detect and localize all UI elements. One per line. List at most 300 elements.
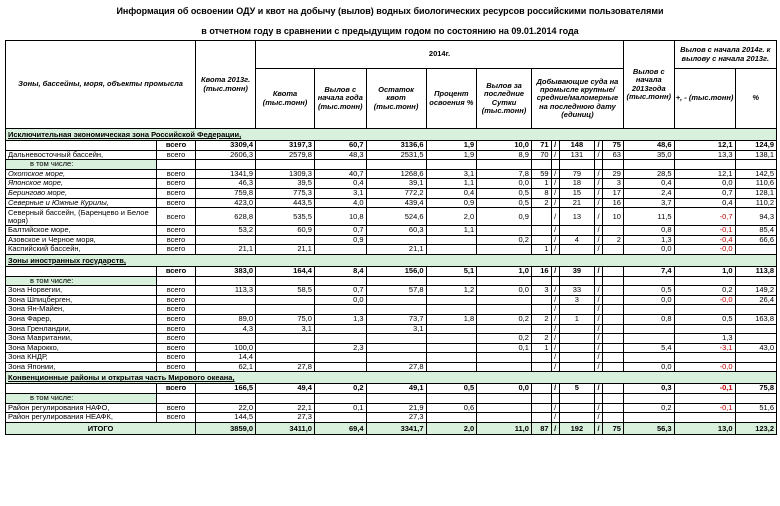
- row-subtotal-label: всего: [156, 403, 195, 413]
- vessels-medium-cell: [559, 343, 594, 353]
- slash-separator: /: [594, 413, 602, 423]
- row-subtotal-label: всего: [156, 179, 195, 189]
- total-v2-cell: 192: [559, 422, 594, 434]
- total-d-cell: 13,0: [674, 422, 735, 434]
- catch-2013-cell: 5,4: [623, 343, 674, 353]
- row-subtotal-label: всего: [156, 324, 195, 334]
- diff-cell: [674, 394, 735, 404]
- last-day-cell: [477, 353, 532, 363]
- row-name: [6, 266, 157, 276]
- catch-2013-cell: 0,8: [623, 226, 674, 236]
- remaining-cell: [366, 276, 426, 286]
- catch-2013-cell: 0,3: [623, 384, 674, 394]
- table-row: [6, 324, 777, 334]
- pct-cell: [735, 413, 776, 423]
- quota-cell: [256, 353, 315, 363]
- quota-2013-cell: [196, 295, 256, 305]
- pct-cell: 51,6: [735, 403, 776, 413]
- last-day-cell: 0,0: [477, 179, 532, 189]
- percent-cell: 1,9: [426, 150, 477, 160]
- table-row: [6, 245, 777, 255]
- table-row: [6, 394, 777, 404]
- catch-cell: [314, 362, 366, 372]
- slash-separator: /: [551, 266, 559, 276]
- row-subtotal-label: всего: [156, 305, 195, 315]
- percent-cell: [426, 413, 477, 423]
- catch-cell: 0,7: [314, 286, 366, 296]
- diff-cell: [674, 324, 735, 334]
- vessels-large-cell: [531, 403, 551, 413]
- row-subtotal-label: [156, 276, 195, 286]
- diff-cell: [674, 413, 735, 423]
- table-row: [6, 343, 777, 353]
- slash-separator: /: [594, 150, 602, 160]
- quota-cell: 21,1: [256, 245, 315, 255]
- quota-cell: 443,5: [256, 198, 315, 208]
- total-label: ИТОГО: [6, 422, 196, 434]
- row-subtotal-label: всего: [156, 295, 195, 305]
- last-day-cell: 0,0: [477, 286, 532, 296]
- quota-2013-cell: [196, 235, 256, 245]
- total-v1-cell: 87: [531, 422, 551, 434]
- pct-cell: [735, 334, 776, 344]
- report-title: Информация об освоении ОДУ и квот на добычу (вылов) водных биологических ресурсов российскими пользователями: [116, 6, 664, 16]
- row-subtotal-label: всего: [156, 343, 195, 353]
- remaining-cell: 27,8: [366, 362, 426, 372]
- catch-2013-cell: 0,0: [623, 362, 674, 372]
- quota-cell: [256, 305, 315, 315]
- slash-separator: /: [551, 314, 559, 324]
- pct-cell: [735, 245, 776, 255]
- row-subtotal-label: всего: [156, 226, 195, 236]
- catch-2013-cell: [623, 334, 674, 344]
- slash-separator: /: [594, 245, 602, 255]
- vessels-large-cell: [531, 353, 551, 363]
- vessels-small-cell: [603, 362, 624, 372]
- slash-separator: /: [551, 169, 559, 179]
- percent-cell: 3,1: [426, 169, 477, 179]
- vessels-medium-cell: [559, 276, 594, 286]
- table-row: [6, 413, 777, 423]
- vessels-medium-cell: 13: [559, 208, 594, 226]
- row-subtotal-label: всего: [156, 169, 195, 179]
- slash-separator: /: [594, 188, 602, 198]
- vessels-large-cell: [531, 235, 551, 245]
- quota-cell: 1309,3: [256, 169, 315, 179]
- vessels-medium-cell: [559, 160, 594, 170]
- quota-2013-cell: 383,0: [196, 266, 256, 276]
- last-day-cell: [477, 362, 532, 372]
- last-day-cell: [477, 324, 532, 334]
- remaining-cell: 60,3: [366, 226, 426, 236]
- catch-cell: [314, 324, 366, 334]
- table-row: [6, 226, 777, 236]
- catch-2013-cell: [623, 160, 674, 170]
- remaining-cell: 3,1: [366, 324, 426, 334]
- quota-2013-cell: [196, 276, 256, 286]
- catch-cell: 0,9: [314, 235, 366, 245]
- total-row: [6, 422, 777, 434]
- vessels-small-cell: [603, 160, 624, 170]
- vessels-small-cell: [603, 324, 624, 334]
- vessels-small-cell: [603, 334, 624, 344]
- row-name: Зона Норвегии,: [6, 286, 157, 296]
- slash-separator: /: [551, 334, 559, 344]
- slash-separator: /: [594, 286, 602, 296]
- catch-cell: 0,0: [314, 295, 366, 305]
- row-name: Дальневосточный бассейн,: [6, 150, 157, 160]
- percent-cell: 0,5: [426, 384, 477, 394]
- row-name: Японское море,: [6, 179, 157, 189]
- vessels-medium-cell: [559, 353, 594, 363]
- total-ld-cell: 11,0: [477, 422, 532, 434]
- total-p-cell: 2,0: [426, 422, 477, 434]
- catch-2013-cell: 7,4: [623, 266, 674, 276]
- table-row: [6, 403, 777, 413]
- total-pc-cell: 123,2: [735, 422, 776, 434]
- catch-cell: 40,7: [314, 169, 366, 179]
- pct-cell: 110,6: [735, 179, 776, 189]
- last-day-cell: 8,9: [477, 150, 532, 160]
- vessels-medium-cell: [559, 362, 594, 372]
- percent-cell: 1,1: [426, 226, 477, 236]
- vessels-large-cell: 59: [531, 169, 551, 179]
- catch-cell: [314, 276, 366, 286]
- pct-cell: 43,0: [735, 343, 776, 353]
- pct-cell: 94,3: [735, 208, 776, 226]
- percent-cell: 0,9: [426, 198, 477, 208]
- vessels-small-cell: [603, 343, 624, 353]
- last-day-cell: [477, 295, 532, 305]
- pct-cell: [735, 394, 776, 404]
- quota-2013-cell: 14,4: [196, 353, 256, 363]
- quota-cell: [256, 394, 315, 404]
- slash-separator: [551, 276, 559, 286]
- row-name: Зона Ян-Майен,: [6, 305, 157, 315]
- vessels-small-cell: 3: [603, 179, 624, 189]
- header-diff: +, - (тыс.тонн): [674, 69, 735, 129]
- row-subtotal-label: всего: [156, 245, 195, 255]
- quota-cell: [256, 276, 315, 286]
- vessels-large-cell: 71: [531, 141, 551, 151]
- quota-cell: 164,4: [256, 266, 315, 276]
- last-day-cell: 0,2: [477, 334, 532, 344]
- last-day-cell: 0,1: [477, 343, 532, 353]
- quota-2013-cell: 53,2: [196, 226, 256, 236]
- pct-cell: [735, 362, 776, 372]
- pct-cell: 142,5: [735, 169, 776, 179]
- pct-cell: [735, 160, 776, 170]
- last-day-cell: 10,0: [477, 141, 532, 151]
- percent-cell: 1,8: [426, 314, 477, 324]
- row-subtotal-label: всего: [156, 198, 195, 208]
- quota-2013-cell: 89,0: [196, 314, 256, 324]
- slash-separator: [594, 160, 602, 170]
- catch-cell: 0,4: [314, 179, 366, 189]
- pct-cell: 26,4: [735, 295, 776, 305]
- slash-separator: /: [551, 198, 559, 208]
- remaining-cell: 39,1: [366, 179, 426, 189]
- diff-cell: 13,3: [674, 150, 735, 160]
- row-name: [6, 141, 157, 151]
- remaining-cell: 57,8: [366, 286, 426, 296]
- catch-cell: 0,7: [314, 226, 366, 236]
- total-c-cell: 69,4: [314, 422, 366, 434]
- vessels-small-cell: 17: [603, 188, 624, 198]
- vessels-small-cell: [603, 245, 624, 255]
- diff-cell: [674, 276, 735, 286]
- slash-separator: /: [551, 226, 559, 236]
- total-q13-cell: 3859,0: [196, 422, 256, 434]
- vessels-small-cell: 63: [603, 150, 624, 160]
- slash-separator: /: [551, 208, 559, 226]
- table-row: [6, 179, 777, 189]
- vessels-large-cell: [531, 324, 551, 334]
- percent-cell: [426, 295, 477, 305]
- section-title: Конвенционные районы и открытая часть Мирового океана,: [6, 372, 777, 384]
- remaining-cell: 21,1: [366, 245, 426, 255]
- pct-cell: 85,4: [735, 226, 776, 236]
- slash-separator: /: [594, 384, 602, 394]
- table-row: [6, 362, 777, 372]
- vessels-small-cell: 29: [603, 169, 624, 179]
- row-name: Зона Японии,: [6, 362, 157, 372]
- vessels-large-cell: 2: [531, 334, 551, 344]
- slash-separator: /: [551, 362, 559, 372]
- table-row: [6, 198, 777, 208]
- slash-separator: /: [551, 179, 559, 189]
- remaining-cell: [366, 343, 426, 353]
- vessels-medium-cell: 131: [559, 150, 594, 160]
- diff-cell: -0,0: [674, 362, 735, 372]
- remaining-cell: 73,7: [366, 314, 426, 324]
- diff-cell: -0,1: [674, 384, 735, 394]
- row-subtotal-label: всего: [156, 362, 195, 372]
- catch-2013-cell: 0,4: [623, 179, 674, 189]
- row-subtotal-label: всего: [156, 141, 195, 151]
- row-name: Балтийское море,: [6, 226, 157, 236]
- remaining-cell: 27,3: [366, 413, 426, 423]
- catch-cell: [314, 353, 366, 363]
- pct-cell: [735, 353, 776, 363]
- vessels-small-cell: [603, 413, 624, 423]
- quota-2013-cell: 628,8: [196, 208, 256, 226]
- remaining-cell: [366, 353, 426, 363]
- last-day-cell: [477, 160, 532, 170]
- header-catch-2013: Вылов с начала 2013года (тыс.тонн): [623, 41, 674, 129]
- percent-cell: [426, 394, 477, 404]
- slash-separator: /: [551, 324, 559, 334]
- vessels-large-cell: 70: [531, 150, 551, 160]
- table-row: [6, 169, 777, 179]
- percent-cell: [426, 324, 477, 334]
- vessels-small-cell: 75: [603, 141, 624, 151]
- diff-cell: -0,0: [674, 245, 735, 255]
- vessels-medium-cell: 21: [559, 198, 594, 208]
- row-name: Район регулирования НАФО,: [6, 403, 157, 413]
- row-name: Зона Фарер,: [6, 314, 157, 324]
- quota-cell: 3,1: [256, 324, 315, 334]
- vessels-small-cell: [603, 394, 624, 404]
- slash-separator: /: [594, 334, 602, 344]
- section-title: Зоны иностранных государств,: [6, 254, 777, 266]
- table-row: [6, 235, 777, 245]
- last-day-cell: [477, 276, 532, 286]
- vessels-medium-cell: 39: [559, 266, 594, 276]
- pct-cell: 138,1: [735, 150, 776, 160]
- diff-cell: 12,1: [674, 169, 735, 179]
- vessels-large-cell: 1: [531, 343, 551, 353]
- header-zone: Зоны, бассейны, моря, объекты промысла: [6, 41, 196, 129]
- catch-2013-cell: 1,3: [623, 235, 674, 245]
- row-name: [6, 384, 157, 394]
- remaining-cell: 49,1: [366, 384, 426, 394]
- table-row: [6, 305, 777, 315]
- table-row: [6, 295, 777, 305]
- last-day-cell: 7,8: [477, 169, 532, 179]
- catch-cell: [314, 160, 366, 170]
- pct-cell: 163,8: [735, 314, 776, 324]
- catch-2013-cell: 0,2: [623, 403, 674, 413]
- catch-2013-cell: [623, 305, 674, 315]
- diff-cell: -0,1: [674, 226, 735, 236]
- diff-cell: 0,2: [674, 286, 735, 296]
- remaining-cell: 2531,5: [366, 150, 426, 160]
- quota-cell: 60,9: [256, 226, 315, 236]
- row-subtotal-label: всего: [156, 188, 195, 198]
- percent-cell: 0,6: [426, 403, 477, 413]
- catch-cell: [314, 334, 366, 344]
- row-name: Зона Гренландии,: [6, 324, 157, 334]
- total-q-cell: 3411,0: [256, 422, 315, 434]
- vessels-medium-cell: 15: [559, 188, 594, 198]
- quota-cell: 535,5: [256, 208, 315, 226]
- quota-2013-cell: 759,8: [196, 188, 256, 198]
- vessels-medium-cell: 79: [559, 169, 594, 179]
- diff-cell: [674, 160, 735, 170]
- slash-separator: /: [594, 198, 602, 208]
- slash-separator: /: [594, 226, 602, 236]
- quota-2013-cell: 3309,4: [196, 141, 256, 151]
- row-name: Охотское море,: [6, 169, 157, 179]
- header-vessels: Добывающие суда на промысле крупные/средние/маломерные на последнюю дату (единиц): [531, 69, 623, 129]
- row-name: Берингово море,: [6, 188, 157, 198]
- row-name: Зона Шпицберген,: [6, 295, 157, 305]
- slash-separator: /: [551, 403, 559, 413]
- header-last-day: Вылов за последние Сутки (тыс.тонн): [477, 69, 532, 129]
- last-day-cell: 0,0: [477, 384, 532, 394]
- vessels-small-cell: 16: [603, 198, 624, 208]
- remaining-cell: 21,9: [366, 403, 426, 413]
- table-row: [6, 314, 777, 324]
- slash-separator: /: [594, 266, 602, 276]
- catch-2013-cell: 28,5: [623, 169, 674, 179]
- remaining-cell: [366, 235, 426, 245]
- table-row: [6, 208, 777, 226]
- slash-separator: /: [594, 314, 602, 324]
- catch-2013-cell: 2,4: [623, 188, 674, 198]
- vessels-small-cell: [603, 276, 624, 286]
- row-subtotal-label: всего: [156, 208, 195, 226]
- header-quota-2013: Квота 2013г. (тыс.тонн): [196, 41, 256, 129]
- vessels-medium-cell: [559, 413, 594, 423]
- percent-cell: [426, 362, 477, 372]
- vessels-medium-cell: 33: [559, 286, 594, 296]
- header-pct: %: [735, 69, 776, 129]
- last-day-cell: [477, 245, 532, 255]
- catch-cell: 3,1: [314, 188, 366, 198]
- slash-separator: /: [594, 362, 602, 372]
- section-row: [6, 372, 777, 384]
- slash-separator: [594, 394, 602, 404]
- vessels-large-cell: 2: [531, 314, 551, 324]
- quota-cell: [256, 160, 315, 170]
- quota-cell: 27,8: [256, 362, 315, 372]
- catch-2013-cell: [623, 394, 674, 404]
- vessels-large-cell: 2: [531, 198, 551, 208]
- diff-cell: [674, 353, 735, 363]
- quota-2013-cell: 113,3: [196, 286, 256, 296]
- vessels-small-cell: [603, 266, 624, 276]
- vessels-small-cell: [603, 305, 624, 315]
- catch-cell: 4,0: [314, 198, 366, 208]
- quota-2013-cell: 46,3: [196, 179, 256, 189]
- slash-separator: /: [551, 305, 559, 315]
- vessels-large-cell: [531, 305, 551, 315]
- vessels-large-cell: [531, 413, 551, 423]
- catch-cell: [314, 305, 366, 315]
- vessels-small-cell: [603, 403, 624, 413]
- percent-cell: 1,2: [426, 286, 477, 296]
- header-catch-start: Вылов с начала года (тыс.тонн): [314, 69, 366, 129]
- header-percent: Процент освоения %: [426, 69, 477, 129]
- row-subtotal-label: [156, 394, 195, 404]
- catch-cell: [314, 394, 366, 404]
- quota-2013-cell: 62,1: [196, 362, 256, 372]
- vessels-small-cell: [603, 295, 624, 305]
- diff-cell: -0,1: [674, 403, 735, 413]
- row-subtotal-label: всего: [156, 413, 195, 423]
- table-row: [6, 141, 777, 151]
- percent-cell: [426, 305, 477, 315]
- percent-cell: [426, 245, 477, 255]
- row-name: Каспийский бассейн,: [6, 245, 157, 255]
- catch-cell: [314, 413, 366, 423]
- row-subtotal-label: всего: [156, 266, 195, 276]
- table-row: [6, 384, 777, 394]
- remaining-cell: 524,6: [366, 208, 426, 226]
- slash-separator: /: [551, 422, 559, 434]
- row-subtotal-label: всего: [156, 150, 195, 160]
- catch-2013-cell: 3,7: [623, 198, 674, 208]
- total-v3-cell: 75: [603, 422, 624, 434]
- vessels-medium-cell: 1: [559, 314, 594, 324]
- catch-2013-cell: [623, 324, 674, 334]
- diff-cell: 0,7: [674, 188, 735, 198]
- slash-separator: [594, 276, 602, 286]
- row-subtotal-label: всего: [156, 314, 195, 324]
- section-title: Исключительная экономическая зона Российской Федерации,: [6, 129, 777, 141]
- header-remaining: Остаток квот (тыс.тонн): [366, 69, 426, 129]
- total-c13-cell: 56,3: [623, 422, 674, 434]
- vessels-medium-cell: 18: [559, 179, 594, 189]
- diff-cell: 0,5: [674, 314, 735, 324]
- row-name: в том числе:: [6, 160, 157, 170]
- percent-cell: [426, 353, 477, 363]
- catch-2013-cell: 48,6: [623, 141, 674, 151]
- quota-cell: 49,4: [256, 384, 315, 394]
- header-quota: Квота (тыс.тонн): [256, 69, 315, 129]
